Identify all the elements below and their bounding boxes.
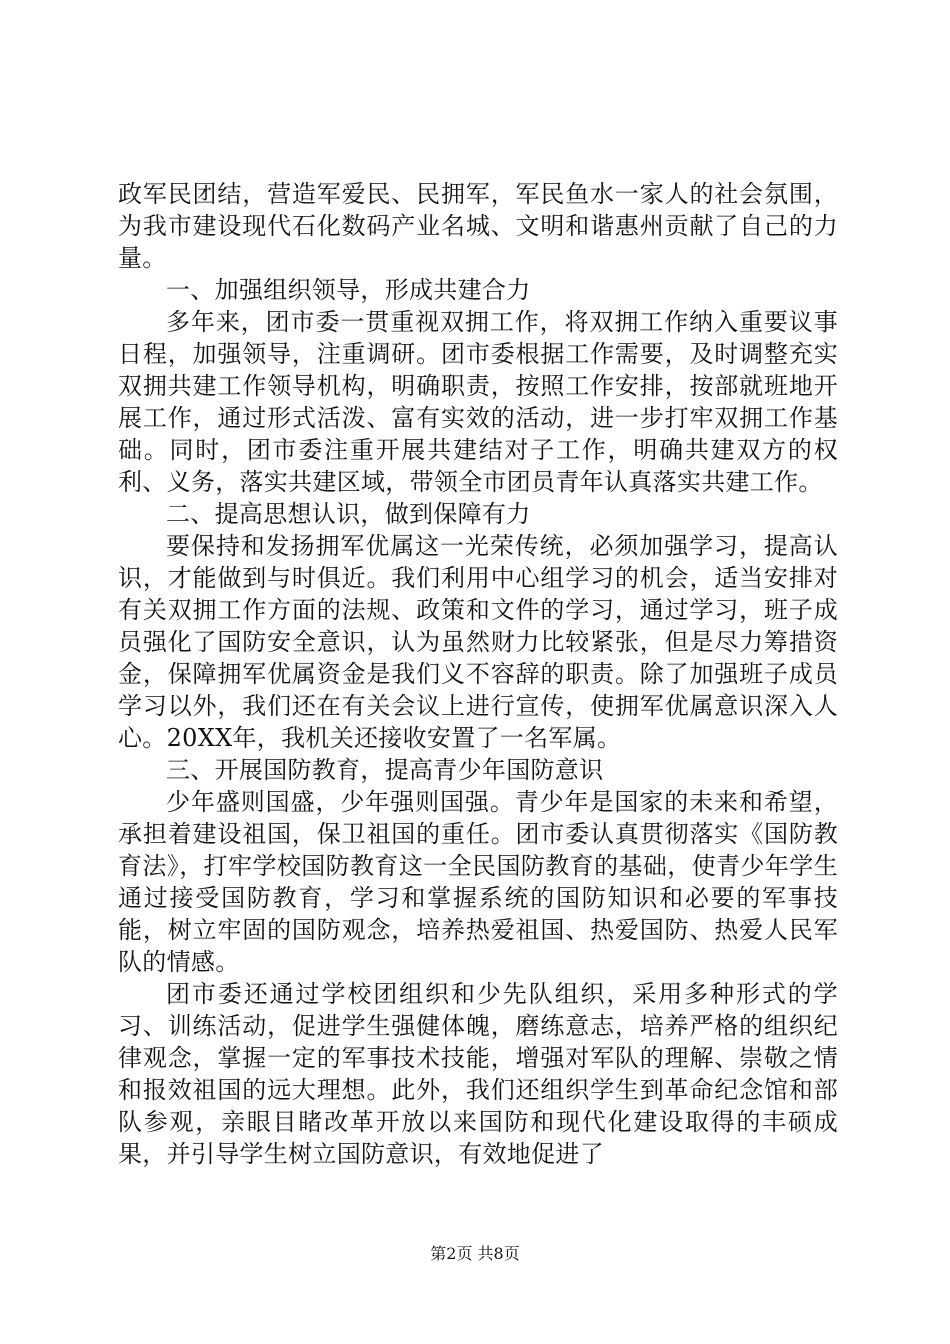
paragraph: 团市委还通过学校团组织和少先队组织，采用多种形式的学习、训练活动，促进学生强健体魄，磨练意志，培养严格的组织纪律观念，掌握一定的军事技术技能，增强对军队的理解、崇敬之情和报效祖国的远大理想。此外，我们还组织学生到革命纪念馆和部队参观，亲眼目睹改革开放以来国防和现代化建设取得的丰硕成果，并引导学生树立国防意识，有效地促进了	[118, 980, 838, 1168]
page-footer: 第2页 共8页	[430, 1244, 520, 1263]
document-body	[118, 178, 838, 1170]
section-heading-2: 二、提高思想认识，做到保障有力	[166, 500, 531, 528]
paragraph: 少年盛则国盛，少年强则国强。青少年是国家的未来和希望，承担着建设祖国，保卫祖国的重任。团市委认真贯彻落实《国防教育法》，打牢学校国防教育这一全民国防教育的基础，使青少年学生通过接受国防教育，学习和掌握系统的国防知识和必要的军事技能，树立牢固的国防观念，培养热爱祖国、热爱国防、热爱人民军队的情感。	[118, 788, 838, 976]
paragraph: 要保持和发扬拥军优属这一光荣传统，必须加强学习，提高认识，才能做到与时俱近。我们利用中心组学习的机会，适当安排对有关双拥工作方面的法规、政策和文件的学习，通过学习，班子成员强化了国防安全意识，认为虽然财力比较紧张，但是尽力筹措资金，保障拥军优属资金是我们义不容辞的职责。除了加强班子成员学习以外，我们还在有关会议上进行宣传，使拥军优属意识深入人心。20XX年，我机关还接收安置了一名军属。	[118, 532, 838, 752]
section-heading-1: 一、加强组织领导，形成共建合力	[166, 276, 531, 304]
paragraph: 多年来，团市委一贯重视双拥工作，将双拥工作纳入重要议事日程，加强领导，注重调研。团市委根据工作需要，及时调整充实双拥共建工作领导机构，明确职责，按照工作安排，按部就班地开展工作，通过形式活泼、富有实效的活动，进一步打牢双拥工作基础。同时，团市委注重开展共建结对子工作，明确共建双方的权利、义务，落实共建区域，带领全市团员青年认真落实共建工作。	[118, 308, 838, 496]
paragraph-continuation: 政军民团结，营造军爱民、民拥军，军民鱼水一家人的社会氛围，为我市建设现代石化数码产业名城、文明和谐惠州贡献了自己的力量。	[118, 180, 838, 272]
section-heading-3: 三、开展国防教育，提高青少年国防意识	[166, 756, 604, 784]
